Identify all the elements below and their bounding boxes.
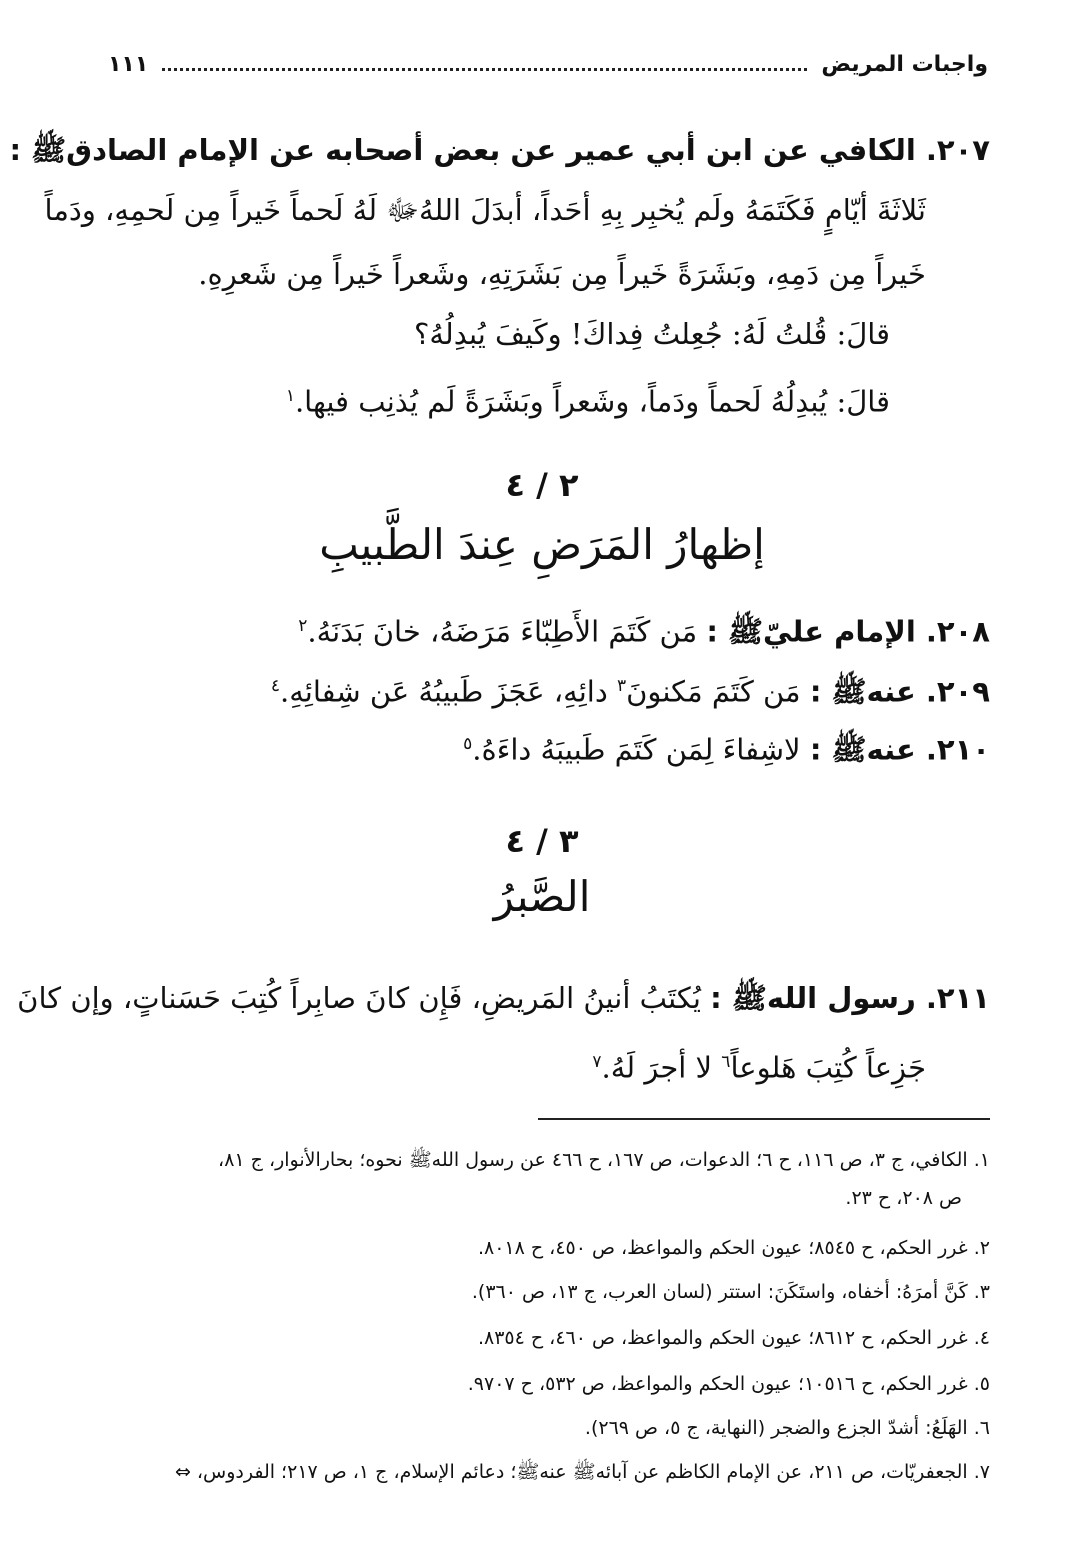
hadith-209-source: ٢٠٩. عنهﷺ : [809, 674, 990, 709]
section-title-3: الصَّبرُ [493, 872, 591, 921]
footnote-ref-2: ٢ [298, 616, 308, 636]
hadith-211-text-start: يُكتَبُ أنينُ المَريضِ، فَإِن كانَ صابِراً كُتِبَ حَسَناتٍ، وإن كانَ [17, 981, 701, 1015]
footnote-ref-4: ٤ [270, 676, 280, 696]
hadith-210-source: ٢١٠. عنهﷺ : [809, 732, 990, 767]
hadith-211-text-b: لا أجرَ لَهُ. [601, 1050, 713, 1085]
dotted-leader [162, 68, 807, 71]
hadith-211-source: ٢١١. رسول اللهﷺ : [710, 981, 990, 1015]
hadith-207-line-5 [286, 374, 890, 424]
page-number: ١١١ [108, 51, 149, 77]
hadith-209-text-a: مَن كَتَمَ مَكنونَ [626, 674, 801, 709]
hadith-210 [463, 722, 990, 772]
footnote-1-line-2: ص ٢٠٨، ح ٢٣. [845, 1187, 962, 1209]
footnote-5: ٥. غرر الحكم، ح ١٠٥١٦؛ عيون الحكم والمواعظ، ص ٥٣٢، ح ٩٧٠٧. [467, 1373, 990, 1395]
hadith-208-source: ٢٠٨. الإمام عليّﷺ : [706, 614, 990, 649]
hadith-207-line-2: ثَلاثَةَ أيّامٍ فَكَتَمَهُ ولَم يُخبِر بِهِ أحَداً، أبدَلَ اللهُﷻ لَهُ لَحماً خَيراً مِن لَحمِهِ، ودَماً [44, 193, 926, 227]
hadith-207-source: ٢٠٧. الكافي عن ابن أبي عمير عن بعض أصحابه عن الإمام الصادقﷺ : [9, 133, 990, 167]
hadith-208-text: مَن كَتَمَ الأَطِبّاءَ مَرَضَهُ، خانَ بَدَنَهُ. [307, 614, 698, 649]
hadith-208 [298, 604, 990, 654]
hadith-207-closing: قالَ: يُبدِلُهُ لَحماً ودَماً، وشَعراً وبَشَرَةً لَم يُذنِب فيها. [294, 384, 890, 419]
hadith-211-line-2 [592, 1040, 926, 1090]
footnote-ref-3: ٣ [616, 676, 627, 696]
hadith-209 [271, 664, 990, 714]
footnote-1-line-1: ١. الكافي، ج ٣، ص ١١٦، ح ٦؛ الدعوات، ص ١٦٧، ح ٤٦٦ عن رسول اللهﷺ نحوه؛ بحارالأنوار، ج ٨١، [218, 1149, 990, 1171]
page-header [108, 44, 988, 84]
footnote-ref-6: ٦ [721, 1052, 731, 1072]
hadith-209-text-b: دائِهِ، عَجَزَ طَبيبُهُ عَن شِفائِهِ. [279, 674, 608, 709]
footnote-ref-1: ١ [285, 386, 295, 406]
footnote-ref-5: ٥ [463, 734, 473, 754]
running-title: واجبات المريض [821, 51, 988, 77]
footnote-3: ٣. كَنَّ أمرَهُ: أخفاه، واستَكَنَ: استتر (لسان العرب، ج ١٣، ص ٣٦٠). [471, 1281, 990, 1303]
hadith-207-line-3: خَيراً مِن دَمِهِ، وبَشَرَةً خَيراً مِن بَشَرَتِهِ، وشَعراً خَيراً مِن شَعرِهِ. [198, 257, 926, 291]
hadith-211-text-a: جَزِعاً كُتِبَ هَلوعاً [730, 1050, 926, 1085]
footnote-4: ٤. غرر الحكم، ح ٨٦١٢؛ عيون الحكم والمواعظ، ص ٤٦٠، ح ٨٣٥٤. [477, 1327, 990, 1349]
section-number-2: ٢ / ٤ [505, 466, 579, 504]
section-title-2: إظهارُ المَرَضِ عِندَ الطَّبيبِ [319, 520, 765, 569]
section-number-3: ٣ / ٤ [505, 822, 579, 860]
footnote-6: ٦. الهَلَعُ: أشدّ الجزع والضجر (النهاية، ج ٥، ص ٢٦٩). [584, 1417, 990, 1439]
footnote-ref-7: ٧ [592, 1052, 602, 1072]
hadith-207-line-1 [0, 128, 990, 172]
hadith-210-text: لاشِفاءَ لِمَن كَتَمَ طَبيبَهُ داءَهُ. [472, 732, 801, 767]
footnote-7: ٧. الجعفريّات، ص ٢١١، عن الإمام الكاظم عن آبائهﷺ عنهﷺ؛ دعائم الإسلام، ج ١، ص ٢١٧؛ الفردوس، ⇔ [174, 1461, 990, 1483]
hadith-207-line-4: قالَ: قُلتُ لَهُ: جُعِلتُ فِداكَ! وكَيفَ يُبدِلُهُ؟ [413, 317, 890, 351]
footnote-2: ٢. غرر الحكم، ح ٨٥٤٥؛ عيون الحكم والمواعظ، ص ٤٥٠، ح ٨٠١٨. [477, 1237, 990, 1259]
hadith-211-line-1 [17, 976, 990, 1020]
footnote-separator [538, 1118, 990, 1120]
